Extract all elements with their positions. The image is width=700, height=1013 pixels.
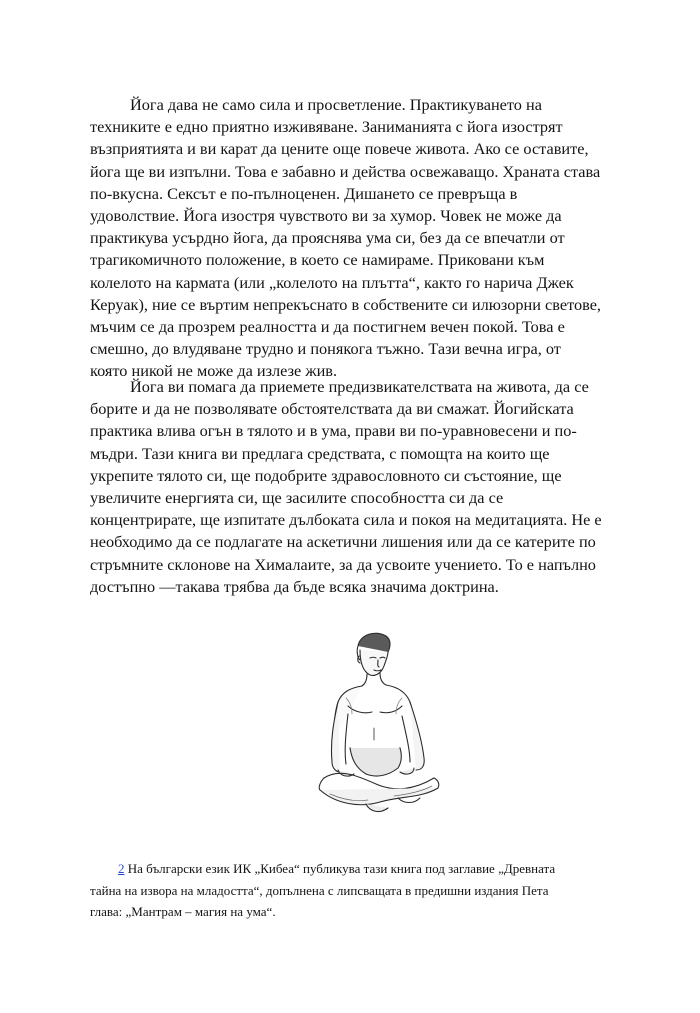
text-line: йога ще ви изпълни. Това е забавно и действа освежаващо. Храната става xyxy=(90,161,601,181)
text-line: необходимо да се подлагате на аскетични лишения или да се катерите по xyxy=(90,532,596,552)
footnote-line: тайна на извора на младостта“, допълнена с липсващата в предишни издания Пета xyxy=(90,882,549,898)
text-line: която никой не може да излезе жив. xyxy=(90,361,338,381)
text-line: достъпно —такава трябва да бъде всяка значима доктрина. xyxy=(90,576,499,596)
text-line: Йога дава не само сила и просветление. Практикуването на xyxy=(130,95,542,114)
text-line: техниките е едно приятно изживяване. Заниманията с йога изострят xyxy=(90,117,563,137)
text-line: трагикомичното положение, в което се намираме. Приковани към xyxy=(90,250,545,270)
footnote-text: На български език ИК „Кибеа“ публикува тази книга под заглавие „Древната xyxy=(124,861,556,876)
footnote-line: глава: „Мантрам – магия на ума“. xyxy=(90,904,276,919)
text-line: концентрирате, ще изпитате дълбоката сила и покоя на медитацията. Не е xyxy=(90,510,602,530)
text-line: практикува усърдно йога, да прояснява ума си, без да се впечатли от xyxy=(90,228,565,248)
body-paragraph-2 xyxy=(90,376,613,598)
footnote-reference-link[interactable]: 2 xyxy=(118,861,125,876)
text-line: Керуак), ние се въртим непрекъснато в собствените си илюзорни светове, xyxy=(90,294,601,314)
text-line: възприятията и ви карат да цените още повече живота. Ако се оставите, xyxy=(90,139,589,159)
text-line: Йога ви помага да приемете предизвикателствата на живота, да се xyxy=(130,377,589,396)
text-line: удоволствие. Йога изостря чувството ви за хумор. Човек не може да xyxy=(90,206,562,226)
text-line: укрепите тялото си, ще подобрите здравословното си състояние, ще xyxy=(90,465,562,485)
text-line: практика влива огън в тялото и в ума, прави ви по-уравновесени и по- xyxy=(90,421,577,441)
body-paragraph-1 xyxy=(90,94,613,383)
text-line: борите и да не позволявате обстоятелствата да ви смажат. Йогийската xyxy=(90,399,574,419)
text-line: по-вкусна. Сексът е по-пълноценен. Дишането се превръща в xyxy=(90,183,518,203)
footnote xyxy=(90,858,630,923)
text-line: мъчим се да прозрем реалността и да постигнем вечен покой. Това е xyxy=(90,317,565,337)
footnote-line xyxy=(90,858,630,880)
text-line: колелото на кармата (или „колелото на плътта“, както го нарича Джек xyxy=(90,272,574,292)
text-line: мъдри. Тази книга ви предлага средствата, с помощта на които ще xyxy=(90,443,550,463)
text-line: стръмните склонове на Хималаите, за да усвоите учението. То е напълно xyxy=(90,554,596,574)
text-line: смешно, до влудяване трудно и понякога тъжно. Тази вечна игра, от xyxy=(90,339,561,359)
text-line: увеличите енергията си, ще засилите способността си да се xyxy=(90,488,504,508)
seated-yoga-figure-icon xyxy=(310,628,450,828)
